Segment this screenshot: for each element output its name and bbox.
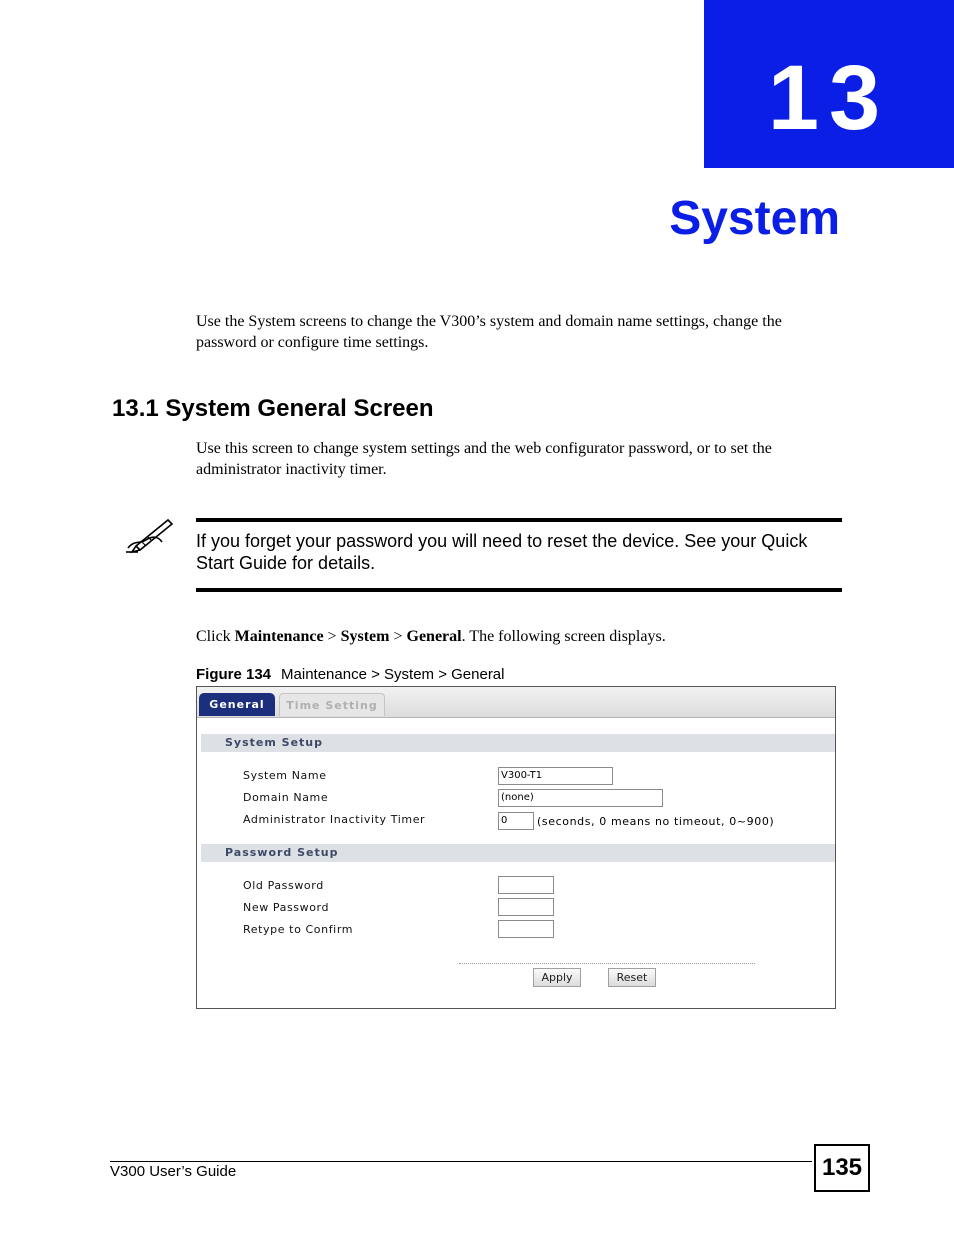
chapter-number: 13 <box>767 47 891 149</box>
menu-system: System <box>340 628 390 645</box>
password-setup-header: Password Setup <box>201 844 835 862</box>
reset-button[interactable]: Reset <box>608 968 656 987</box>
tab-general[interactable]: General <box>199 693 275 716</box>
new-password-label: New Password <box>243 901 330 914</box>
system-setup-header: System Setup <box>201 734 835 752</box>
domain-name-label: Domain Name <box>243 791 329 804</box>
section-body: Use this screen to change system settings and the web configurator password, or to set the administrator inactivity timer. <box>196 440 772 478</box>
note-bottom-rule <box>196 588 842 592</box>
chapter-number-box <box>704 0 954 168</box>
intro-paragraph: Use the System screens to change the V300’s system and domain name settings, change the password or configure time settings. <box>196 313 782 351</box>
old-password-input[interactable] <box>498 876 554 894</box>
section-heading: 13.1 System General Screen <box>112 395 434 422</box>
tab-bar <box>197 687 835 718</box>
domain-name-input[interactable]: (none) <box>498 789 663 807</box>
system-name-label: System Name <box>243 769 327 782</box>
figure-title: Maintenance > System > General <box>281 666 505 683</box>
tab-time-setting[interactable]: Time Setting <box>279 693 385 716</box>
inactivity-timer-label: Administrator Inactivity Timer <box>243 813 426 826</box>
inactivity-timer-input[interactable]: 0 <box>498 812 534 830</box>
page-number: 135 <box>814 1144 870 1192</box>
inactivity-timer-hint: (seconds, 0 means no timeout, 0~900) <box>537 815 775 828</box>
footer-guide-title: V300 User’s Guide <box>110 1163 237 1180</box>
figure-label: Figure 134 <box>196 666 272 683</box>
menu-maintenance: Maintenance <box>234 628 324 645</box>
click-instruction: Click Maintenance > System > General. The following screen displays. <box>196 628 666 645</box>
chapter-title: System <box>669 192 840 245</box>
general-screen <box>196 686 836 1009</box>
figure-caption <box>196 665 505 685</box>
system-name-input[interactable]: V300-T1 <box>498 767 613 785</box>
note-top-rule <box>196 518 842 522</box>
old-password-label: Old Password <box>243 879 324 892</box>
new-password-input[interactable] <box>498 898 554 916</box>
note-pencil-icon <box>124 514 176 554</box>
button-divider <box>459 963 755 964</box>
menu-general: General <box>406 628 462 645</box>
apply-button[interactable]: Apply <box>533 968 581 987</box>
note-text: If you forget your password you will need to reset the device. See your Quick Start Guide for details. <box>196 531 808 573</box>
retype-password-label: Retype to Confirm <box>243 923 354 936</box>
retype-password-input[interactable] <box>498 920 554 938</box>
